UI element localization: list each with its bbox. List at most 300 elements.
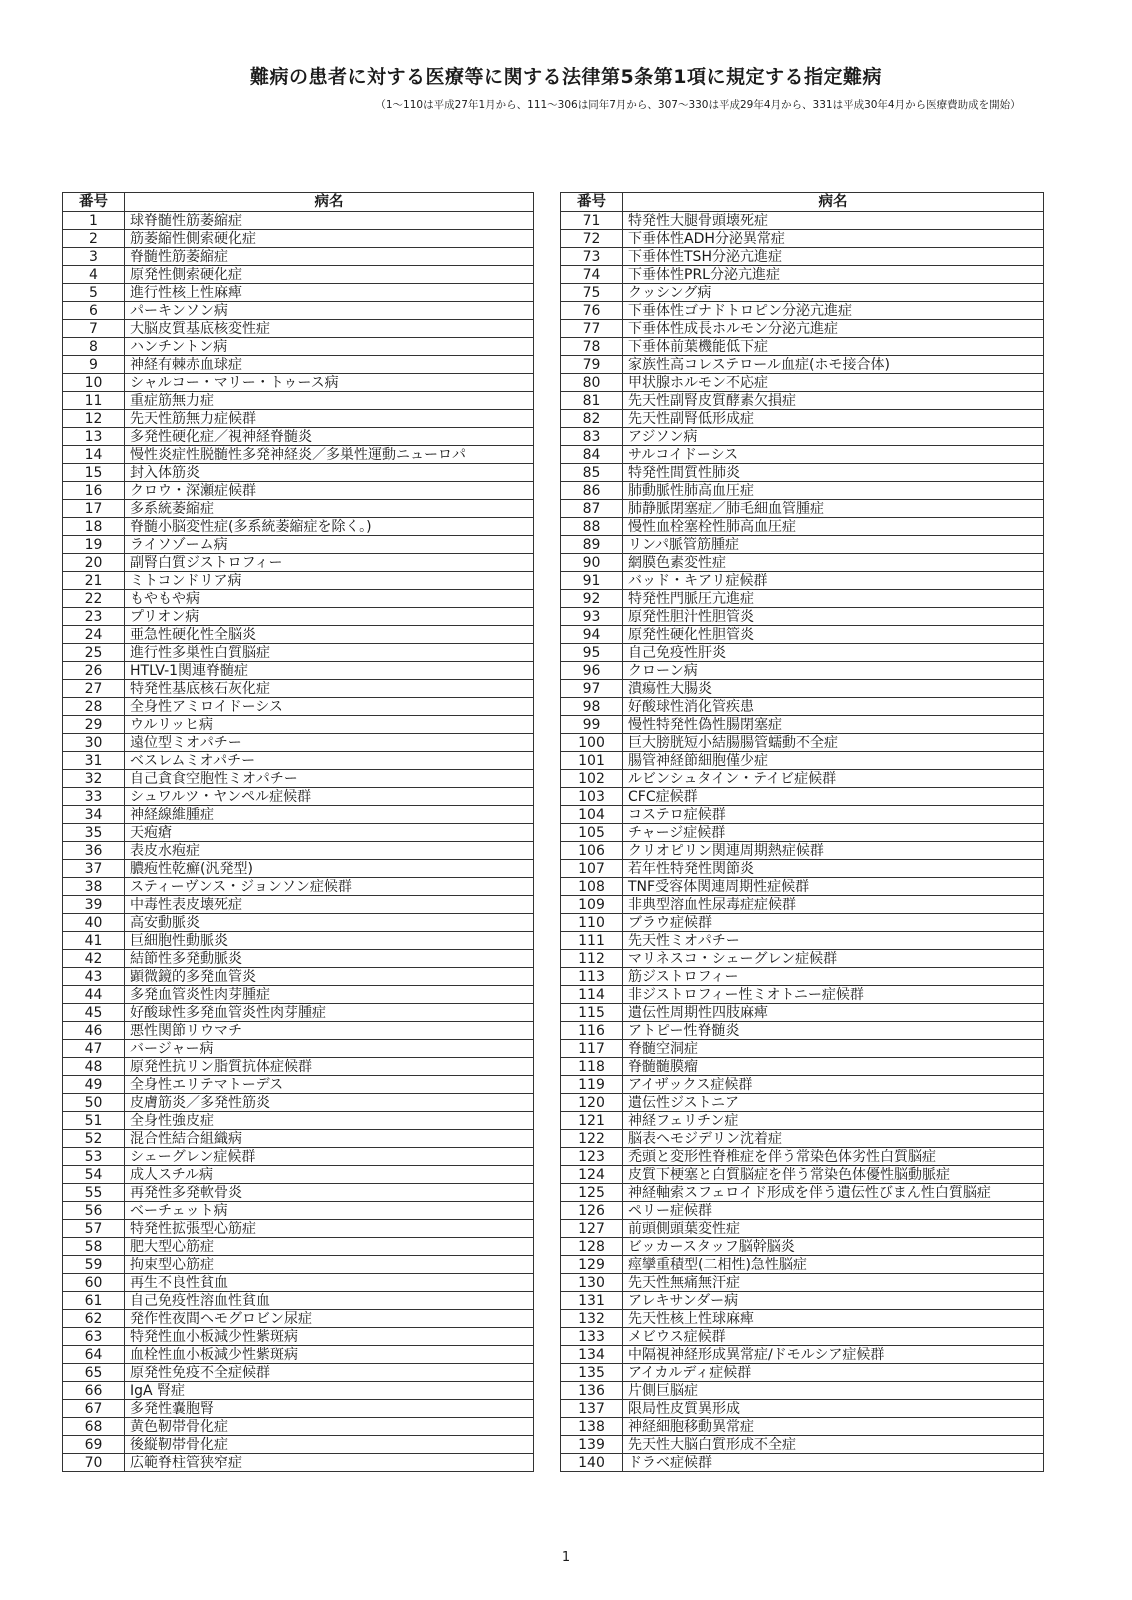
disease-name: 神経線維腫症 — [125, 806, 534, 824]
disease-name: 自己免疫性溶血性貧血 — [125, 1292, 534, 1310]
disease-number: 43 — [63, 968, 125, 986]
table-row — [63, 842, 534, 860]
disease-number: 17 — [63, 500, 125, 518]
table-row — [561, 1328, 1044, 1346]
disease-number: 70 — [63, 1454, 125, 1472]
disease-name: 重症筋無力症 — [125, 392, 534, 410]
disease-name: 甲状腺ホルモン不応症 — [623, 374, 1044, 392]
disease-number: 51 — [63, 1112, 125, 1130]
disease-name: 先天性ミオパチー — [623, 932, 1044, 950]
disease-number: 81 — [561, 392, 623, 410]
table-row — [63, 1364, 534, 1382]
disease-number: 32 — [63, 770, 125, 788]
table-row — [63, 410, 534, 428]
disease-name: 原発性胆汁性胆管炎 — [623, 608, 1044, 626]
table-row — [63, 662, 534, 680]
disease-name: ルビンシュタイン・テイビ症候群 — [623, 770, 1044, 788]
disease-name: ベーチェット病 — [125, 1202, 534, 1220]
table-row — [561, 590, 1044, 608]
table-row — [561, 1364, 1044, 1382]
table-row — [63, 1148, 534, 1166]
disease-name: シャルコー・マリー・トゥース病 — [125, 374, 534, 392]
disease-number: 131 — [561, 1292, 623, 1310]
table-row — [561, 572, 1044, 590]
disease-number: 59 — [63, 1256, 125, 1274]
disease-name: 慢性特発性偽性腸閉塞症 — [623, 716, 1044, 734]
disease-number: 29 — [63, 716, 125, 734]
table-row — [63, 1256, 534, 1274]
table-row — [561, 554, 1044, 572]
disease-name: 多発性硬化症／視神経脊髄炎 — [125, 428, 534, 446]
disease-number: 79 — [561, 356, 623, 374]
disease-number: 56 — [63, 1202, 125, 1220]
disease-number: 38 — [63, 878, 125, 896]
table-row — [561, 518, 1044, 536]
disease-name: 神経有棘赤血球症 — [125, 356, 534, 374]
disease-number: 123 — [561, 1148, 623, 1166]
table-row — [63, 1310, 534, 1328]
table-row — [561, 500, 1044, 518]
table-row — [561, 680, 1044, 698]
disease-number: 12 — [63, 410, 125, 428]
disease-number: 124 — [561, 1166, 623, 1184]
disease-number: 26 — [63, 662, 125, 680]
disease-number: 89 — [561, 536, 623, 554]
disease-name: 脊髄小脳変性症(多系統萎縮症を除く。) — [125, 518, 534, 536]
disease-number: 78 — [561, 338, 623, 356]
table-row — [63, 446, 534, 464]
disease-number: 140 — [561, 1454, 623, 1472]
disease-name: 自己貪食空胞性ミオパチー — [125, 770, 534, 788]
table-row — [63, 878, 534, 896]
disease-number: 14 — [63, 446, 125, 464]
disease-name: 慢性血栓塞栓性肺高血圧症 — [623, 518, 1044, 536]
disease-name: 悪性関節リウマチ — [125, 1022, 534, 1040]
disease-name: 皮膚筋炎／多発性筋炎 — [125, 1094, 534, 1112]
disease-name: 特発性基底核石灰化症 — [125, 680, 534, 698]
disease-name: 片側巨脳症 — [623, 1382, 1044, 1400]
disease-number: 42 — [63, 950, 125, 968]
disease-number: 127 — [561, 1220, 623, 1238]
disease-number: 122 — [561, 1130, 623, 1148]
disease-number: 75 — [561, 284, 623, 302]
disease-name: パーキンソン病 — [125, 302, 534, 320]
disease-number: 107 — [561, 860, 623, 878]
table-row — [561, 1004, 1044, 1022]
disease-table-left — [62, 192, 534, 1472]
table-row — [63, 1328, 534, 1346]
table-row — [561, 626, 1044, 644]
disease-name: 神経フェリチン症 — [623, 1112, 1044, 1130]
table-row — [63, 1346, 534, 1364]
table-row — [63, 626, 534, 644]
disease-number: 15 — [63, 464, 125, 482]
disease-name: 多発性嚢胞腎 — [125, 1400, 534, 1418]
table-row — [63, 1238, 534, 1256]
table-row — [63, 752, 534, 770]
disease-number: 86 — [561, 482, 623, 500]
table-row — [561, 662, 1044, 680]
disease-number: 52 — [63, 1130, 125, 1148]
table-row — [63, 482, 534, 500]
disease-number: 57 — [63, 1220, 125, 1238]
disease-name: チャージ症候群 — [623, 824, 1044, 842]
table-row — [561, 374, 1044, 392]
disease-number: 23 — [63, 608, 125, 626]
disease-number: 118 — [561, 1058, 623, 1076]
table-row — [63, 356, 534, 374]
table-row — [561, 1094, 1044, 1112]
disease-number: 136 — [561, 1382, 623, 1400]
table-row — [561, 1382, 1044, 1400]
disease-number: 13 — [63, 428, 125, 446]
table-row — [561, 950, 1044, 968]
disease-number: 88 — [561, 518, 623, 536]
disease-number: 92 — [561, 590, 623, 608]
disease-number: 139 — [561, 1436, 623, 1454]
disease-number: 33 — [63, 788, 125, 806]
table-row — [561, 320, 1044, 338]
table-row — [63, 1022, 534, 1040]
table-row — [63, 824, 534, 842]
table-row — [63, 1166, 534, 1184]
disease-name: 多系統萎縮症 — [125, 500, 534, 518]
disease-number: 3 — [63, 248, 125, 266]
disease-number: 83 — [561, 428, 623, 446]
table-row — [561, 878, 1044, 896]
disease-number: 54 — [63, 1166, 125, 1184]
disease-name: 特発性大腿骨頭壊死症 — [623, 212, 1044, 230]
disease-name: 発作性夜間ヘモグロビン尿症 — [125, 1310, 534, 1328]
table-row — [63, 716, 534, 734]
table-row — [561, 482, 1044, 500]
table-row — [63, 1184, 534, 1202]
table-row — [63, 950, 534, 968]
disease-name: 高安動脈炎 — [125, 914, 534, 932]
disease-name: 禿頭と変形性脊椎症を伴う常染色体劣性白質脳症 — [623, 1148, 1044, 1166]
disease-name: 下垂体性ゴナドトロピン分泌亢進症 — [623, 302, 1044, 320]
table-row — [561, 896, 1044, 914]
disease-name: 好酸球性多発血管炎性肉芽腫症 — [125, 1004, 534, 1022]
table-row — [561, 1292, 1044, 1310]
table-row — [561, 1022, 1044, 1040]
disease-number: 111 — [561, 932, 623, 950]
disease-number: 25 — [63, 644, 125, 662]
table-row — [561, 1202, 1044, 1220]
disease-name: 特発性門脈圧亢進症 — [623, 590, 1044, 608]
disease-name: 脊髄空洞症 — [623, 1040, 1044, 1058]
table-row — [561, 644, 1044, 662]
disease-number: 82 — [561, 410, 623, 428]
disease-number: 101 — [561, 752, 623, 770]
disease-number: 53 — [63, 1148, 125, 1166]
table-row — [561, 1238, 1044, 1256]
disease-name: IgA 腎症 — [125, 1382, 534, 1400]
table-row — [561, 302, 1044, 320]
table-row — [63, 986, 534, 1004]
disease-name: 進行性多巣性白質脳症 — [125, 644, 534, 662]
disease-name: 肺静脈閉塞症／肺毛細血管腫症 — [623, 500, 1044, 518]
table-row — [63, 1076, 534, 1094]
disease-number: 11 — [63, 392, 125, 410]
header-number: 番号 — [63, 193, 125, 212]
disease-name: 原発性抗リン脂質抗体症候群 — [125, 1058, 534, 1076]
disease-name: 全身性強皮症 — [125, 1112, 534, 1130]
disease-name: TNF受容体関連周期性症候群 — [623, 878, 1044, 896]
table-row — [63, 1094, 534, 1112]
table-row — [561, 824, 1044, 842]
table-row — [63, 770, 534, 788]
header-name: 病名 — [623, 193, 1044, 212]
disease-number: 20 — [63, 554, 125, 572]
table-row — [561, 284, 1044, 302]
disease-name: ライソゾーム病 — [125, 536, 534, 554]
table-row — [561, 860, 1044, 878]
table-row — [561, 1436, 1044, 1454]
disease-number: 102 — [561, 770, 623, 788]
disease-number: 115 — [561, 1004, 623, 1022]
disease-name: バッド・キアリ症候群 — [623, 572, 1044, 590]
table-row — [63, 500, 534, 518]
disease-name: 先天性筋無力症候群 — [125, 410, 534, 428]
disease-number: 90 — [561, 554, 623, 572]
disease-name: 脊髄髄膜瘤 — [623, 1058, 1044, 1076]
disease-name: 脳表ヘモジデリン沈着症 — [623, 1130, 1044, 1148]
disease-number: 8 — [63, 338, 125, 356]
disease-number: 134 — [561, 1346, 623, 1364]
disease-number: 106 — [561, 842, 623, 860]
disease-number: 87 — [561, 500, 623, 518]
disease-name: 先天性無痛無汗症 — [623, 1274, 1044, 1292]
disease-number: 119 — [561, 1076, 623, 1094]
table-row — [63, 806, 534, 824]
disease-number: 36 — [63, 842, 125, 860]
disease-number: 108 — [561, 878, 623, 896]
disease-number: 5 — [63, 284, 125, 302]
disease-name: シェーグレン症候群 — [125, 1148, 534, 1166]
table-row — [561, 914, 1044, 932]
disease-number: 31 — [63, 752, 125, 770]
disease-name: CFC症候群 — [623, 788, 1044, 806]
disease-number: 55 — [63, 1184, 125, 1202]
table-row — [561, 1346, 1044, 1364]
disease-number: 34 — [63, 806, 125, 824]
table-row — [63, 320, 534, 338]
table-row — [63, 554, 534, 572]
disease-name: アジソン病 — [623, 428, 1044, 446]
disease-name: 血栓性血小板減少性紫斑病 — [125, 1346, 534, 1364]
disease-name: 再生不良性貧血 — [125, 1274, 534, 1292]
table-row — [63, 1454, 534, 1472]
disease-name: 先天性大脳白質形成不全症 — [623, 1436, 1044, 1454]
disease-number: 40 — [63, 914, 125, 932]
disease-number: 76 — [561, 302, 623, 320]
disease-name: 筋萎縮性側索硬化症 — [125, 230, 534, 248]
disease-name: クロウ・深瀬症候群 — [125, 482, 534, 500]
disease-name: 脊髄性筋萎縮症 — [125, 248, 534, 266]
disease-name: 下垂体性PRL分泌亢進症 — [623, 266, 1044, 284]
table-row — [63, 788, 534, 806]
disease-name: マリネスコ・シェーグレン症候群 — [623, 950, 1044, 968]
table-row — [561, 212, 1044, 230]
disease-number: 116 — [561, 1022, 623, 1040]
table-row — [561, 788, 1044, 806]
disease-name: 広範脊柱管狭窄症 — [125, 1454, 534, 1472]
table-row — [63, 428, 534, 446]
table-row — [561, 1220, 1044, 1238]
disease-name: 巨大膀胱短小結腸腸管蠕動不全症 — [623, 734, 1044, 752]
table-row — [561, 1256, 1044, 1274]
disease-number: 62 — [63, 1310, 125, 1328]
disease-number: 91 — [561, 572, 623, 590]
disease-number: 66 — [63, 1382, 125, 1400]
disease-number: 67 — [63, 1400, 125, 1418]
disease-name: 自己免疫性肝炎 — [623, 644, 1044, 662]
disease-name: 膿疱性乾癬(汎発型) — [125, 860, 534, 878]
table-row — [63, 1436, 534, 1454]
table-row — [63, 734, 534, 752]
table-row — [561, 230, 1044, 248]
table-row — [561, 986, 1044, 1004]
table-row — [63, 1112, 534, 1130]
table-row — [561, 392, 1044, 410]
disease-number: 129 — [561, 1256, 623, 1274]
disease-number: 69 — [63, 1436, 125, 1454]
disease-number: 132 — [561, 1310, 623, 1328]
disease-name: 非ジストロフィー性ミオトニー症候群 — [623, 986, 1044, 1004]
disease-number: 18 — [63, 518, 125, 536]
disease-name: 特発性血小板減少性紫斑病 — [125, 1328, 534, 1346]
disease-number: 45 — [63, 1004, 125, 1022]
table-row — [63, 698, 534, 716]
disease-name: 原発性免疫不全症候群 — [125, 1364, 534, 1382]
table-row — [63, 1400, 534, 1418]
disease-name: クローン病 — [623, 662, 1044, 680]
table-row — [63, 302, 534, 320]
table-row — [561, 356, 1044, 374]
disease-number: 97 — [561, 680, 623, 698]
disease-name: 慢性炎症性脱髄性多発神経炎／多巣性運動ニューロパ — [125, 446, 534, 464]
disease-number: 16 — [63, 482, 125, 500]
disease-number: 84 — [561, 446, 623, 464]
disease-number: 24 — [63, 626, 125, 644]
table-row — [63, 248, 534, 266]
disease-name: 限局性皮質異形成 — [623, 1400, 1044, 1418]
disease-name: 特発性間質性肺炎 — [623, 464, 1044, 482]
disease-name: 先天性副腎低形成症 — [623, 410, 1044, 428]
disease-number: 37 — [63, 860, 125, 878]
disease-name: アイカルディ症候群 — [623, 1364, 1044, 1382]
disease-name: スティーヴンス・ジョンソン症候群 — [125, 878, 534, 896]
table-row — [561, 446, 1044, 464]
table-header-row — [63, 193, 534, 212]
disease-number: 95 — [561, 644, 623, 662]
table-row — [561, 266, 1044, 284]
disease-name: アイザックス症候群 — [623, 1076, 1044, 1094]
disease-name: 顕微鏡的多発血管炎 — [125, 968, 534, 986]
disease-name: コステロ症候群 — [623, 806, 1044, 824]
disease-number: 72 — [561, 230, 623, 248]
disease-number: 46 — [63, 1022, 125, 1040]
disease-number: 135 — [561, 1364, 623, 1382]
table-row — [561, 842, 1044, 860]
disease-name: 巨細胞性動脈炎 — [125, 932, 534, 950]
disease-name: もやもや病 — [125, 590, 534, 608]
disease-name: アトピー性脊髄炎 — [623, 1022, 1044, 1040]
disease-number: 104 — [561, 806, 623, 824]
disease-number: 105 — [561, 824, 623, 842]
header-number: 番号 — [561, 193, 623, 212]
disease-name: 皮質下梗塞と白質脳症を伴う常染色体優性脳動脈症 — [623, 1166, 1044, 1184]
disease-name: 遺伝性ジストニア — [623, 1094, 1044, 1112]
table-row — [63, 1130, 534, 1148]
disease-number: 65 — [63, 1364, 125, 1382]
disease-number: 74 — [561, 266, 623, 284]
disease-name: 若年性特発性関節炎 — [623, 860, 1044, 878]
disease-name: 進行性核上性麻痺 — [125, 284, 534, 302]
disease-name: ドラベ症候群 — [623, 1454, 1044, 1472]
table-row — [561, 428, 1044, 446]
disease-name: 後縦靭帯骨化症 — [125, 1436, 534, 1454]
table-row — [63, 1004, 534, 1022]
disease-number: 22 — [63, 590, 125, 608]
disease-number: 39 — [63, 896, 125, 914]
table-row — [561, 734, 1044, 752]
table-row — [63, 518, 534, 536]
disease-number: 47 — [63, 1040, 125, 1058]
disease-number: 44 — [63, 986, 125, 1004]
disease-name: 天疱瘡 — [125, 824, 534, 842]
disease-name: 潰瘍性大腸炎 — [623, 680, 1044, 698]
disease-number: 99 — [561, 716, 623, 734]
disease-name: HTLV-1関連脊髄症 — [125, 662, 534, 680]
table-row — [561, 1310, 1044, 1328]
disease-name: バージャー病 — [125, 1040, 534, 1058]
disease-number: 130 — [561, 1274, 623, 1292]
table-row — [63, 338, 534, 356]
disease-number: 120 — [561, 1094, 623, 1112]
disease-name: アレキサンダー病 — [623, 1292, 1044, 1310]
table-row — [561, 536, 1044, 554]
table-row — [63, 464, 534, 482]
disease-number: 49 — [63, 1076, 125, 1094]
disease-name: 遺伝性周期性四肢麻痺 — [623, 1004, 1044, 1022]
table-row — [561, 608, 1044, 626]
disease-number: 64 — [63, 1346, 125, 1364]
table-row — [63, 392, 534, 410]
table-row — [561, 752, 1044, 770]
table-row — [561, 1076, 1044, 1094]
disease-name: リンパ脈管筋腫症 — [623, 536, 1044, 554]
page-subtitle: （1～110は平成27年1月から、111～306は同年7月から、307～330は平成29年4月から、331は平成30年4月から医療費助成を開始） — [375, 99, 1021, 111]
disease-name: 前頭側頭葉変性症 — [623, 1220, 1044, 1238]
disease-name: 神経軸索スフェロイド形成を伴う遺伝性びまん性白質脳症 — [623, 1184, 1044, 1202]
disease-name: 多発血管炎性肉芽腫症 — [125, 986, 534, 1004]
disease-name: 中隔視神経形成異常症/ドモルシア症候群 — [623, 1346, 1044, 1364]
disease-name: 特発性拡張型心筋症 — [125, 1220, 534, 1238]
disease-name: 副腎白質ジストロフィー — [125, 554, 534, 572]
table-row — [561, 932, 1044, 950]
table-row — [63, 896, 534, 914]
disease-name: 全身性アミロイドーシス — [125, 698, 534, 716]
disease-number: 80 — [561, 374, 623, 392]
disease-number: 128 — [561, 1238, 623, 1256]
disease-name: 腸管神経節細胞僅少症 — [623, 752, 1044, 770]
disease-name: 原発性側索硬化症 — [125, 266, 534, 284]
disease-number: 137 — [561, 1400, 623, 1418]
disease-name: ペリー症候群 — [623, 1202, 1044, 1220]
disease-number: 68 — [63, 1418, 125, 1436]
